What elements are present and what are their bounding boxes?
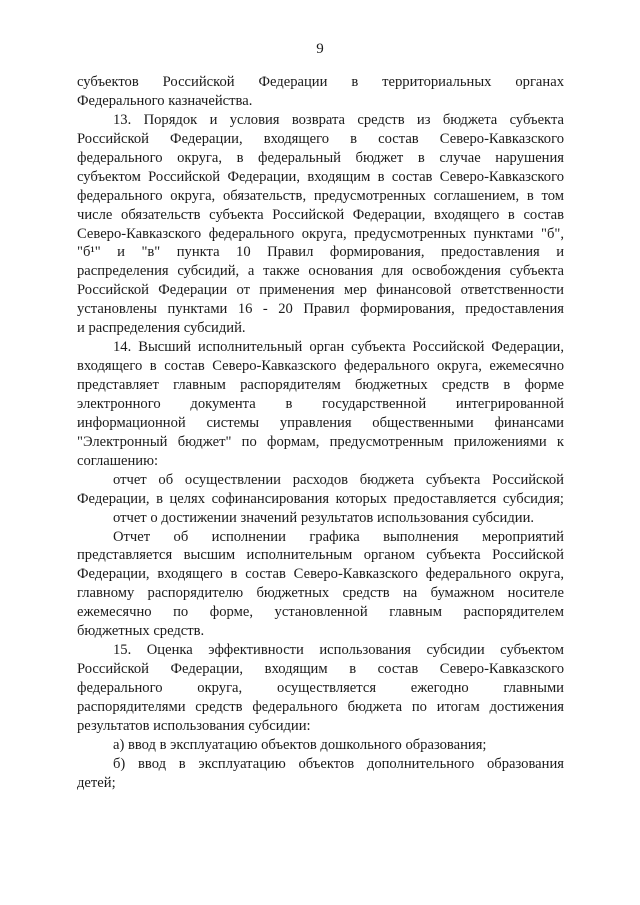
text-line: "Электронный бюджет" по формам, предусмотренным приложениями к <box>77 433 564 450</box>
page-number: 9 <box>316 41 324 57</box>
text-line: "б¹" и "в" пункта 10 Правил формирования, предоставления и <box>77 244 564 261</box>
text-line: детей; <box>77 774 116 791</box>
text-line: 13. Порядок и условия возврата средств из бюджета субъекта <box>113 111 564 128</box>
text-line: федерального округа, в федеральный бюджет в случае нарушения <box>77 149 564 166</box>
text-line: Федерального казначейства. <box>77 92 253 109</box>
text-line: информационной системы управления общественными финансами <box>77 414 564 431</box>
text-line: 14. Высший исполнительный орган субъекта Российской Федерации, <box>113 339 564 356</box>
text-line: главному распорядителю бюджетных средств на бумажном носителе <box>77 585 564 602</box>
text-line: б) ввод в эксплуатацию объектов дополнительного образования <box>113 755 564 772</box>
text-line: Федерации, входящего в состав Северо-Кавказского федерального округа, <box>77 566 564 583</box>
text-line: Отчет об исполнении графика выполнения мероприятий <box>113 528 564 545</box>
text-line: Северо-Кавказского федерального округа, предусмотренных пунктами "б", <box>77 225 564 242</box>
text-line: бюджетных средств. <box>77 623 205 640</box>
text-line: распорядителями средств федерального бюджета по итогам достижения <box>77 698 564 715</box>
text-line: Российской Федерации, входящим в состав Северо-Кавказского <box>77 661 564 678</box>
text-line: ежемесячно по форме, установленной главным распорядителем <box>77 604 564 621</box>
text-line: установлены пунктами 16 - 20 Правил формирования, предоставления <box>77 301 564 318</box>
text-line: представляется высшим исполнительным органом субъекта Российской <box>77 547 564 564</box>
text-line: 15. Оценка эффективности использования субсидии субъектом <box>113 642 564 659</box>
text-line: отчет о достижении значений результатов использования субсидии. <box>113 509 535 526</box>
text-line: результатов использования субсидии: <box>77 717 311 734</box>
text-line: отчет об осуществлении расходов бюджета субъекта Российской <box>113 471 564 488</box>
text-line: субъектов Российской Федерации в территориальных органах <box>77 74 564 90</box>
text-line: Российской Федерации от применения мер финансовой ответственности <box>77 282 564 299</box>
text-line: и распределения субсидий. <box>77 320 246 337</box>
text-line: федерального округа, осуществляется ежегодно главными <box>77 680 564 696</box>
text-line: электронного документа в государственной интегрированной <box>77 395 564 412</box>
text-line: представляет главным распорядителям бюджетных средств в форме <box>77 377 564 393</box>
text-line: Российской Федерации, входящего в состав Северо-Кавказского <box>77 130 564 147</box>
text-line: распределения субсидий, а также основания для освобождения субъекта <box>77 263 564 280</box>
text-line: соглашению: <box>77 452 159 469</box>
text-line: входящего в состав Северо-Кавказского федерального округа, ежемесячно <box>77 358 564 375</box>
text-line: а) ввод в эксплуатацию объектов дошкольного образования; <box>113 736 487 753</box>
document-body <box>77 73 564 793</box>
text-line: федерального округа, обязательств, предусмотренных соглашением, в том <box>77 187 564 204</box>
text-line: числе обязательств субъекта Российской Федерации, входящего в состав <box>77 206 564 223</box>
text-line: Федерации, в целях софинансирования которых предоставляется субсидия; <box>77 490 564 507</box>
text-line: субъектом Российской Федерации, входящим в состав Северо-Кавказского <box>77 168 564 185</box>
